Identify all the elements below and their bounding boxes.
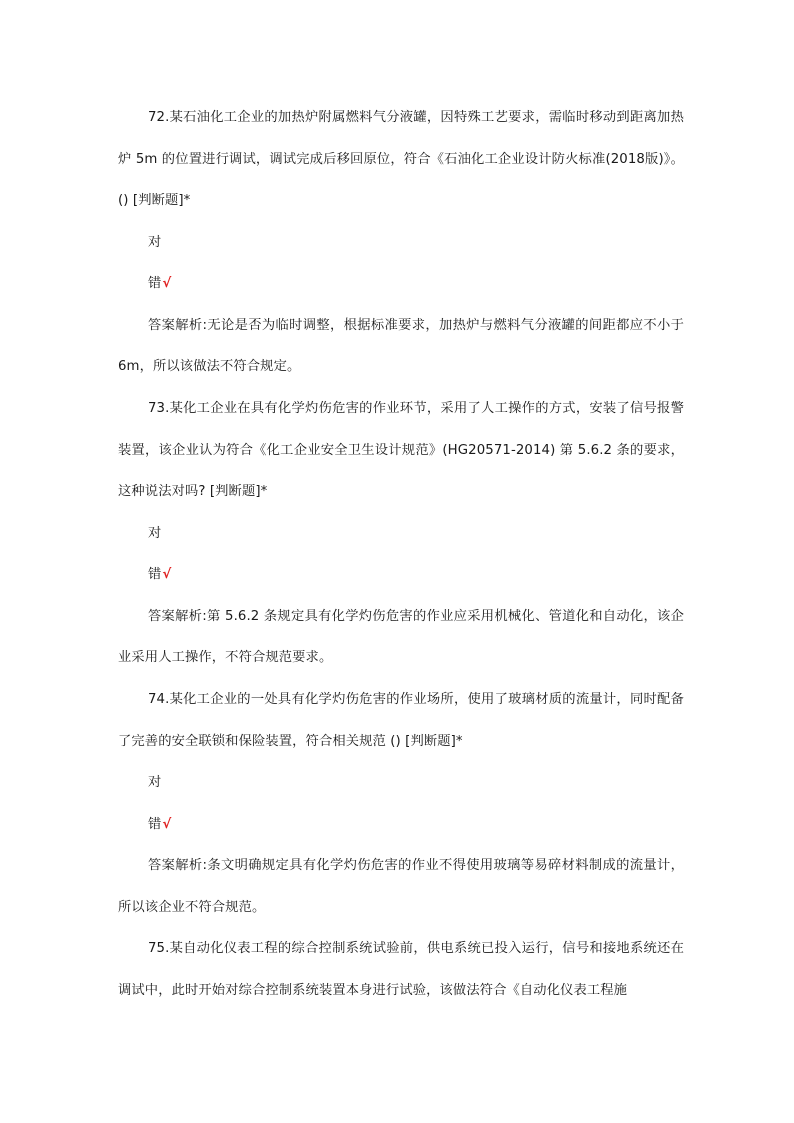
checkmark-icon: √: [162, 567, 172, 582]
checkmark-icon: √: [162, 276, 172, 291]
option-false[interactable]: [118, 554, 684, 596]
option-false[interactable]: [118, 804, 684, 846]
option-label: 对: [148, 525, 162, 541]
option-label: 对: [148, 775, 162, 790]
option-label: 对: [148, 234, 162, 250]
question-text: 75.某自动化仪表工程的综合控制系统试验前，供电系统已投入运行，信号和接地系统还在调试中，此时开始对综合控制系统装置本身进行试验，该做法符合《自动化仪表工程施: [118, 941, 684, 998]
question-74: [118, 679, 684, 928]
question-text: 74.某化工企业的一处具有化学灼伤危害的作业场所，使用了玻璃材质的流量计，同时配备了完善的安全联锁和保险装置，符合相关规范 () [判断题]*: [118, 692, 684, 749]
option-true[interactable]: [118, 762, 684, 804]
question-text: 73.某化工企业在具有化学灼伤危害的作业环节，采用了人工操作的方式，安装了信号报警装置，该企业认为符合《化工企业安全卫生设计规范》(HG20571-2014) 第 5.6.2 条的要求，这种说法对吗? [判断题]*: [118, 401, 684, 499]
answer-analysis: 答案解析:无论是否为临时调整，根据标准要求，加热炉与燃料气分液罐的间距都应不小于 6m，所以该做法不符合规定。: [118, 317, 684, 374]
option-true[interactable]: [118, 513, 684, 555]
question-72: [118, 97, 684, 388]
option-label: 错: [148, 276, 162, 291]
question-75: [118, 928, 684, 1011]
option-label: 错: [148, 567, 162, 582]
option-true[interactable]: [118, 222, 684, 264]
answer-analysis: 答案解析:条文明确规定具有化学灼伤危害的作业不得使用玻璃等易碎材料制成的流量计，所以该企业不符合规范。: [118, 858, 684, 915]
question-73: [118, 388, 684, 679]
question-text: 72.某石油化工企业的加热炉附属燃料气分液罐，因特殊工艺要求，需临时移动到距离加热炉 5m 的位置进行调试，调试完成后移回原位，符合《石油化工企业设计防火标准(2018版)》。() [判断题]*: [118, 110, 684, 208]
checkmark-icon: √: [162, 816, 172, 832]
option-label: 错: [148, 816, 162, 832]
option-false[interactable]: [118, 263, 684, 305]
answer-analysis: 答案解析:第 5.6.2 条规定具有化学灼伤危害的作业应采用机械化、管道化和自动化，该企业采用人工操作，不符合规范要求。: [118, 608, 684, 665]
